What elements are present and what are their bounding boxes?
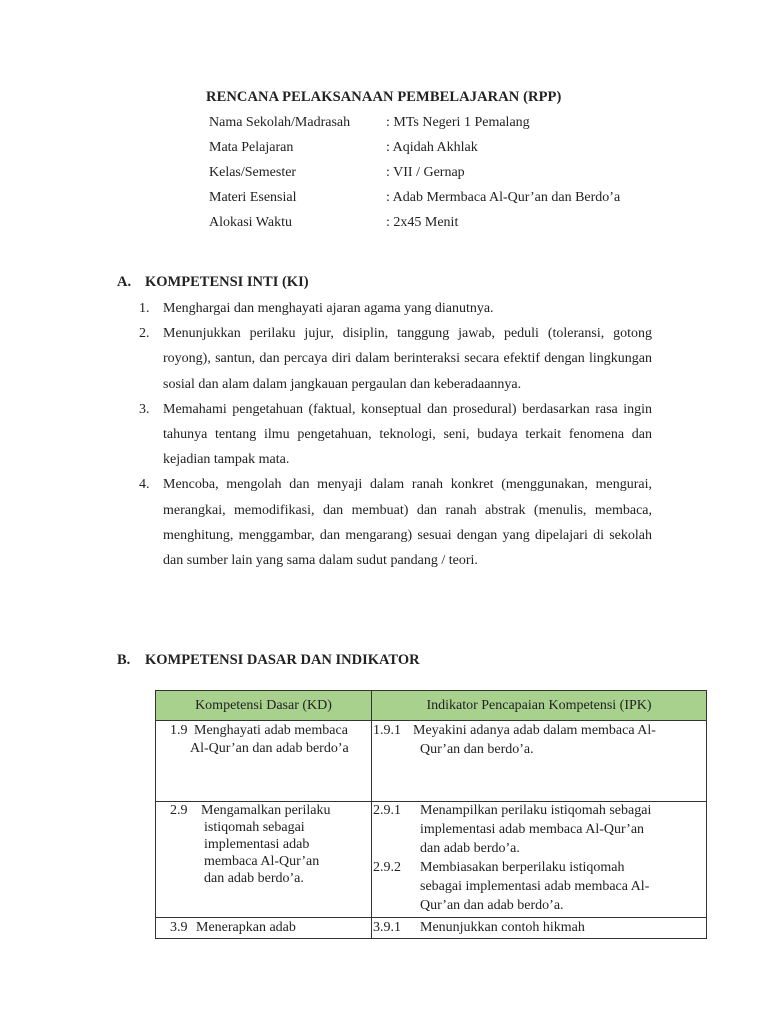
- kd-number: 3.9: [170, 920, 188, 935]
- ipk-number: 2.9.2: [373, 860, 401, 875]
- list-number: 4.: [139, 477, 150, 493]
- kd-text-line: dan adab berdo’a.: [204, 871, 304, 886]
- identity-label: Materi Esensial: [209, 190, 297, 205]
- kd-ipk-table: [155, 690, 707, 939]
- kd-text-line: Menerapkan adab: [196, 920, 296, 935]
- identity-value: : 2x45 Menit: [386, 215, 459, 230]
- ipk-number: 1.9.1: [373, 723, 401, 738]
- kd-cell: [156, 918, 372, 939]
- list-item: [139, 296, 652, 321]
- kd-text-line: Mengamalkan perilaku: [201, 803, 331, 818]
- ipk-text-line: implementasi adab membaca Al-Qur’an: [420, 822, 645, 837]
- kd-text-line: Menghayati adab membaca: [194, 723, 348, 738]
- document-title: RENCANA PELAKSANAAN PEMBELAJARAN (RPP): [206, 89, 562, 105]
- list-text: Memahami pengetahuan (faktual, konseptual dan prosedural) berdasarkan rasa ingin tahunya tentang ilmu pengetahuan, teknologi, seni, budaya terkait fenomena dan kejadian tampak mata.: [163, 401, 652, 468]
- ipk-text-line: sebagai implementasi adab membaca Al-: [420, 879, 650, 894]
- list-item: [139, 321, 652, 397]
- ipk-text-line: Qur’an dan berdo’a.: [420, 742, 534, 757]
- kd-cell: [156, 721, 372, 802]
- table-row: [156, 802, 707, 918]
- ipk-number: 3.9.1: [373, 920, 401, 935]
- header-kd: Kompetensi Dasar (KD): [156, 691, 372, 721]
- ipk-number: 2.9.1: [373, 803, 401, 818]
- kd-text-line: membaca Al-Qur’an: [204, 854, 320, 869]
- table-header-row: [156, 691, 707, 721]
- kd-text-line: Al-Qur’an dan adab berdo’a: [190, 740, 349, 756]
- identity-label: Nama Sekolah/Madrasah: [209, 115, 351, 130]
- list-text: Menunjukkan perilaku jujur, disiplin, tanggung jawab, peduli (toleransi, gotong royong), santun, dan percaya diri dalam berinteraksi secara efektif dengan lingkungan sosial dan alam dalam jangkauan pergaulan dan keberadaannya.: [163, 326, 652, 392]
- ipk-text-line: Menampilkan perilaku istiqomah sebagai: [420, 803, 652, 818]
- identity-label: Alokasi Waktu: [209, 215, 292, 230]
- header-ipk: Indikator Pencapaian Kompetensi (IPK): [372, 691, 707, 721]
- list-item: [139, 472, 652, 573]
- ipk-text-line: Menunjukkan contoh hikmah: [420, 920, 585, 935]
- list-text: Menghargai dan menghayati ajaran agama yang dianutnya.: [163, 301, 494, 316]
- list-text: Mencoba, mengolah dan menyaji dalam ranah konkret (menggunakan, mengurai, merangkai, memodifikasi, dan membuat) dan ranah abstrak (menulis, membaca, menghitung, menggambar, dan mengarang) sesuai dengan yang dipelajari di sekolah dan sumber lain yang sama dalam sudut pandang / teori.: [163, 477, 652, 569]
- kd-cell: [156, 802, 372, 918]
- section-title: KOMPETENSI INTI (KI): [145, 274, 309, 290]
- section-letter: A.: [117, 274, 132, 290]
- identity-value: : Adab Mermbaca Al-Qur’an dan Berdo’a: [386, 190, 621, 205]
- table-row: [156, 721, 707, 802]
- section-b-heading: [117, 652, 420, 669]
- identity-label: Kelas/Semester: [209, 165, 297, 180]
- list-number: 2.: [139, 326, 150, 342]
- ipk-text-line: Membiasakan berperilaku istiqomah: [420, 860, 625, 875]
- ipk-text-line: Meyakini adanya adab dalam membaca Al-: [413, 723, 656, 738]
- identity-value: : MTs Negeri 1 Pemalang: [386, 115, 530, 130]
- list-item: [139, 397, 652, 473]
- section-letter: B.: [117, 652, 131, 668]
- ipk-cell: [372, 918, 707, 939]
- section-title: KOMPETENSI DASAR DAN INDIKATOR: [145, 652, 420, 668]
- ipk-cell: [372, 802, 707, 918]
- table-row: [156, 918, 707, 939]
- identity-label: Mata Pelajaran: [209, 140, 294, 155]
- ipk-text-line: Qur’an dan adab berdo’a.: [420, 898, 564, 913]
- ipk-text-line: dan adab berdo’a.: [420, 841, 520, 856]
- kd-text-line: istiqomah sebagai: [204, 820, 305, 835]
- section-a-heading: [117, 274, 309, 291]
- list-number: 3.: [139, 401, 150, 417]
- kd-text-line: implementasi adab: [204, 837, 310, 852]
- kd-number: 1.9: [170, 723, 188, 738]
- list-number: 1.: [139, 301, 150, 316]
- ipk-cell: [372, 721, 707, 802]
- identity-value: : VII / Gernap: [386, 165, 465, 180]
- identity-value: : Aqidah Akhlak: [386, 140, 478, 155]
- kd-number: 2.9: [170, 803, 188, 818]
- ki-list: [139, 296, 652, 573]
